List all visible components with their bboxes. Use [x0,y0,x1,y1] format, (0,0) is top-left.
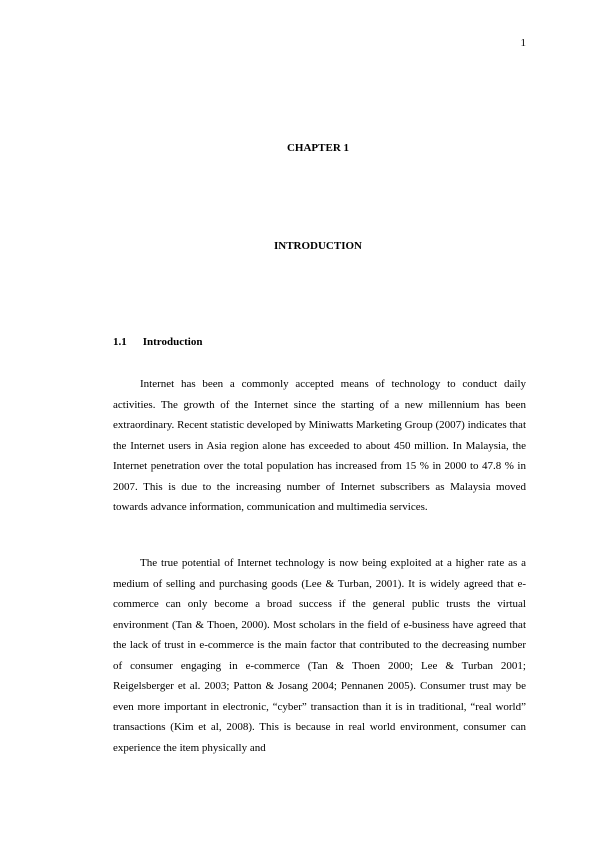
section-heading [113,336,202,348]
body-paragraph: The true potential of Internet technology is now being exploited at a higher rate as a medium of selling and purchasing goods (Lee & Turban, 2001). It is widely agreed that e-commerce can only become a broad success if the general public trusts the virtual environment (Tan & Thoen, 2000). Most scholars in the field of e-business have agreed that the lack of trust in e-commerce is the main factor that contributed to the decreasing number of consumer engaging in e-commerce (Tan & Thoen 2000; Lee & Turban 2001; Reigelsberger et al. 2003; Patton & Josang 2004; Pennanen 2005). Consumer trust may be even more important in electronic, “cyber” transaction than it is in traditional, “real world” transactions (Kim et al, 2008). This is because in real world environment, consumer can experience the item physically and [113,557,526,754]
page-number: 1 [520,37,526,49]
chapter-label: CHAPTER 1 [286,142,350,154]
body-paragraph: Internet has been a commonly accepted means of technology to conduct daily activities. The growth of the Internet since the starting of a new millennium has been extraordinary. Recent statistic developed by Miniwatts Marketing Group (2007) indicates that the Internet users in Asia region alone has exceeded to about 450 million. In Malaysia, the Internet penetration over the total population has increased from 15 % in 2000 to 47.8 % in 2007. This is due to the increasing number of Internet subscribers as Malaysia moved towards advance information, communication and multimedia services. [113,378,526,513]
chapter-title: INTRODUCTION [273,240,362,252]
section-title: Introduction [142,336,203,348]
section-number: 1.1 [113,336,127,348]
